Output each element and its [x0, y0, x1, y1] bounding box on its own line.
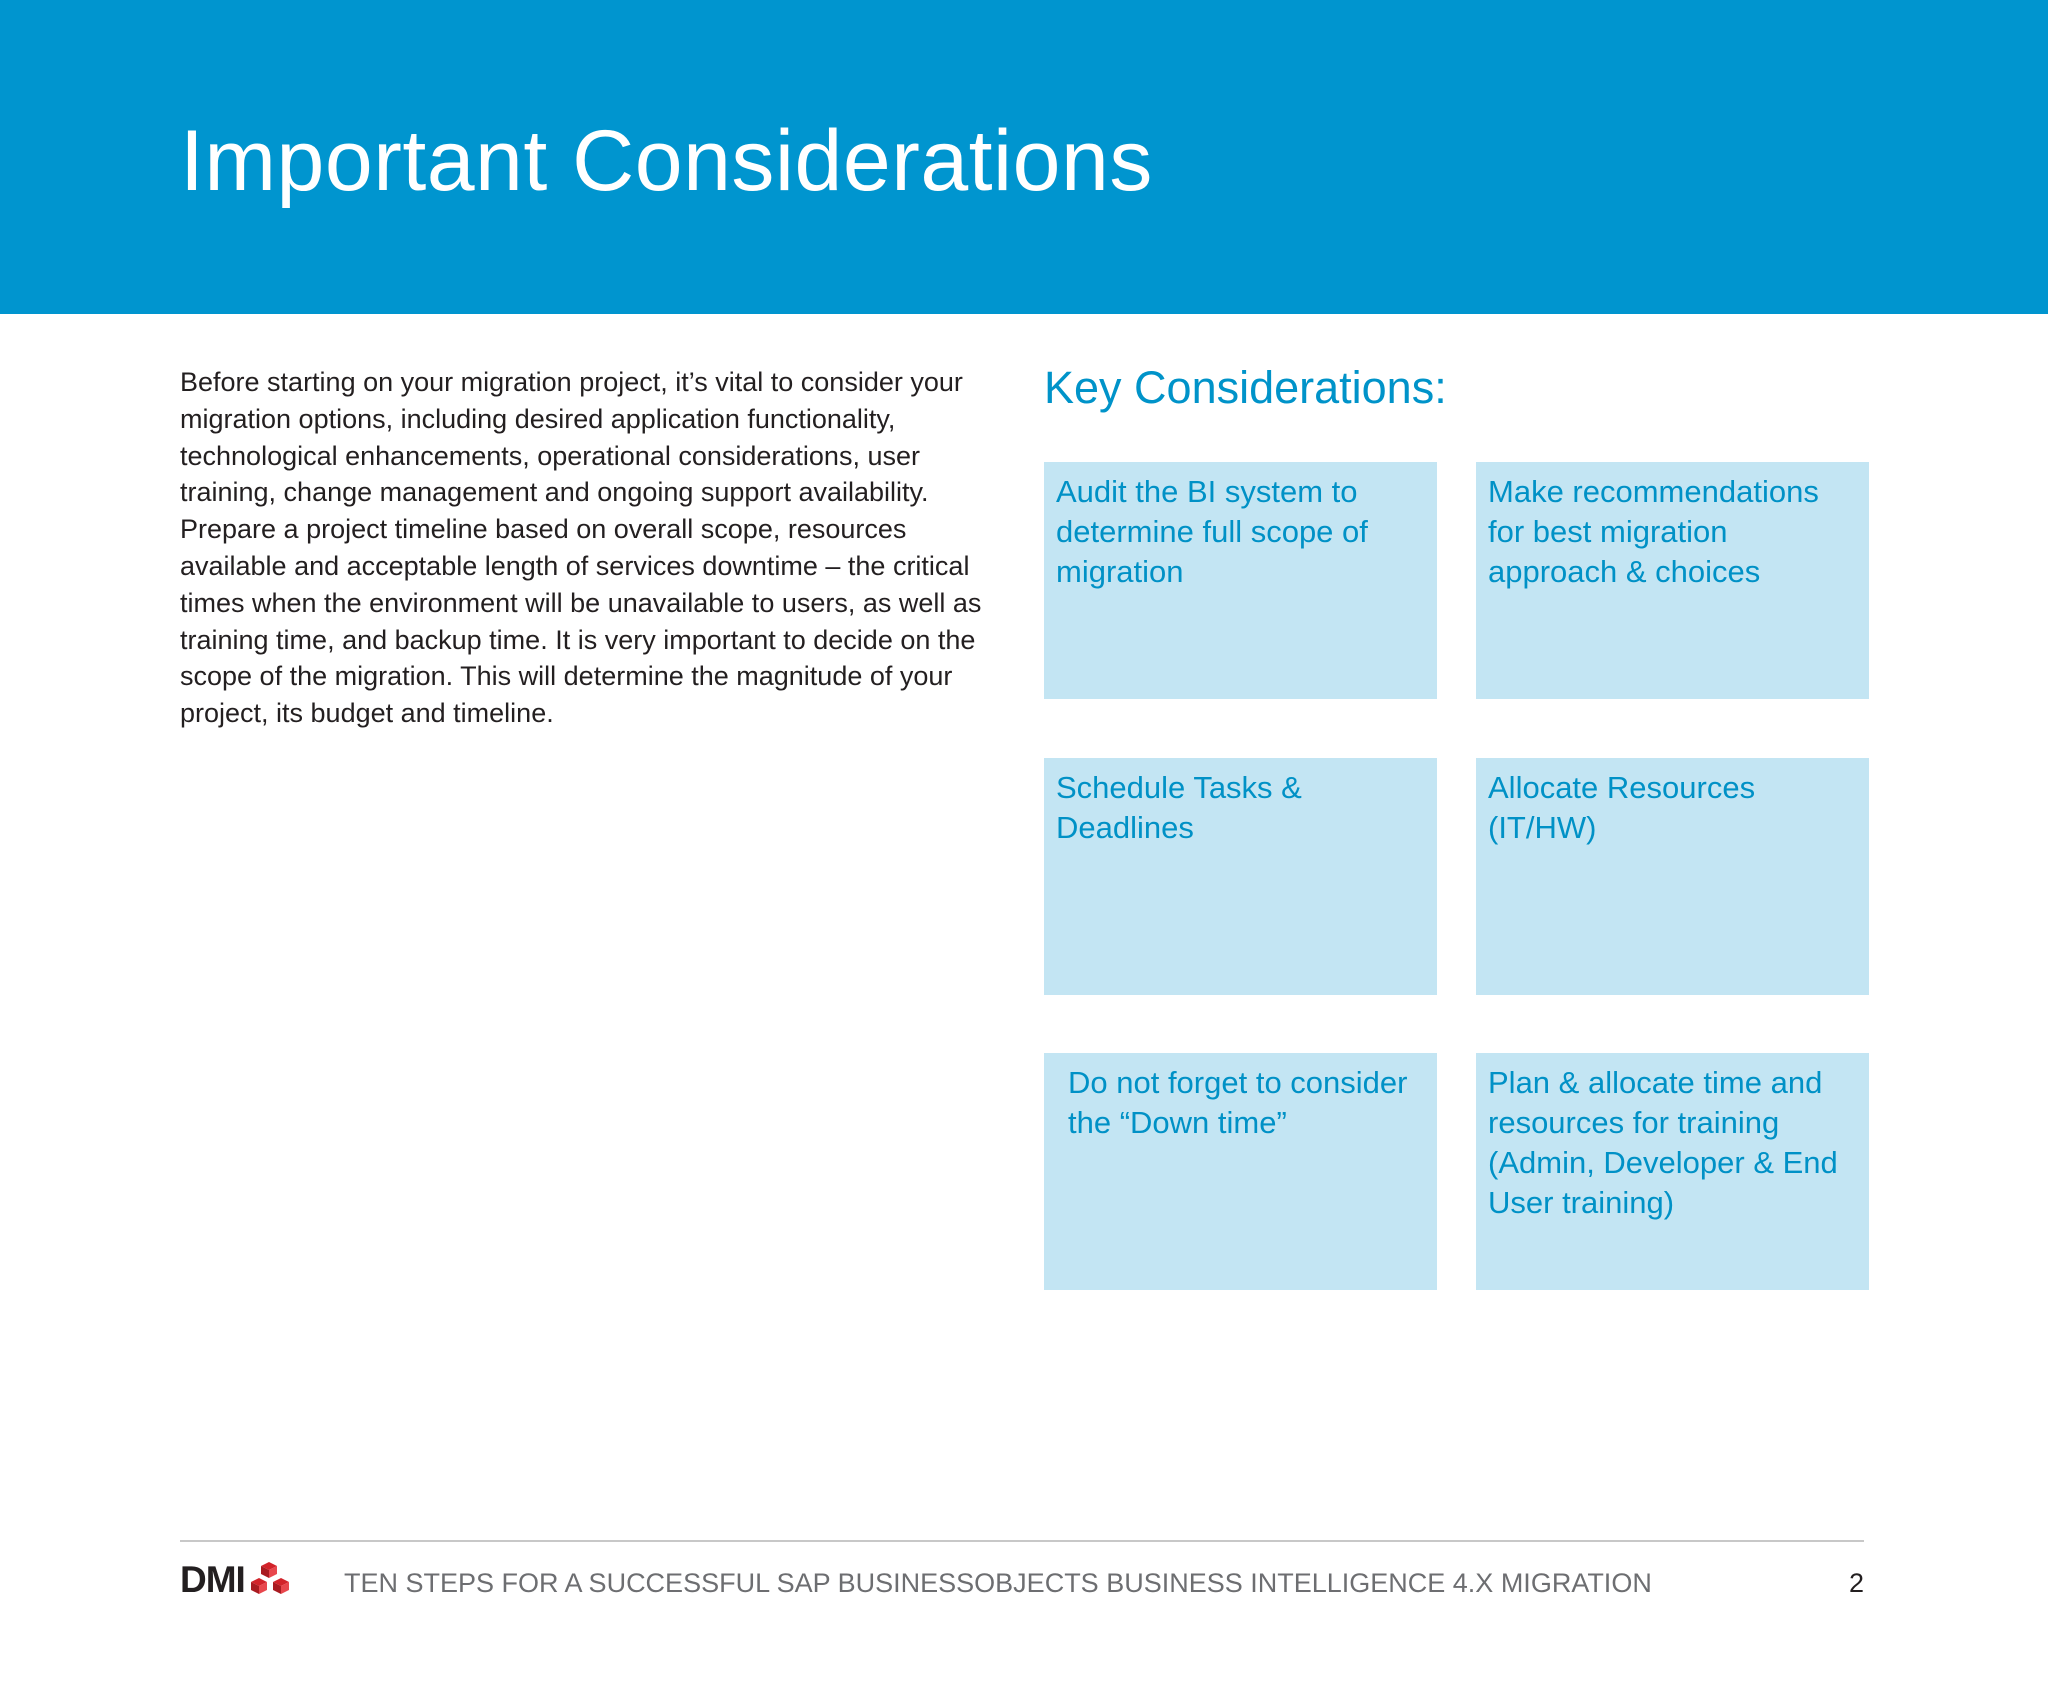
consideration-text: Schedule Tasks & Deadlines [1056, 770, 1302, 845]
consideration-text: Do not forget to consider the “Down time” [1068, 1065, 1408, 1140]
page-number: 2 [1848, 1568, 1864, 1598]
consideration-card-schedule [1044, 758, 1437, 995]
header-band [0, 0, 2048, 314]
consideration-text: Make recommendations for best migration approach & choices [1488, 474, 1819, 589]
consideration-card-audit [1044, 462, 1437, 699]
consideration-text: Plan & allocate time and resources for training (Admin, Developer & End User training) [1488, 1065, 1838, 1220]
intro-paragraph: Before starting on your migration project, it’s vital to consider your migration options, including desired application functionality, technological enhancements, operational considerations, user training, change management and ongoing support availability. Prepare a project timeline based on overall scope, resources available and acceptable length of services downtime – the critical times when the environment will be unavailable to users, as well as training time, and backup time. It is very important to decide on the scope of the migration. This will determine the magnitude of your project, its budget and timeline. [180, 367, 982, 729]
consideration-text: Allocate Resources (IT/HW) [1488, 770, 1756, 845]
page-title: Important Considerations [180, 113, 1153, 209]
dmi-logo [180, 1558, 291, 1602]
consideration-card-downtime [1044, 1053, 1437, 1290]
footer-divider [180, 1540, 1864, 1542]
logo-cubes-icon [251, 1560, 291, 1600]
footer-document-title: TEN STEPS FOR A SUCCESSFUL SAP BUSINESSOBJECTS BUSINESS INTELLIGENCE 4.X MIGRATION [344, 1568, 1652, 1598]
consideration-card-recommendations [1476, 462, 1869, 699]
consideration-card-resources [1476, 758, 1869, 995]
consideration-card-training [1476, 1053, 1869, 1290]
consideration-text: Audit the BI system to determine full scope of migration [1056, 474, 1368, 589]
key-considerations-heading: Key Considerations: [1044, 362, 1447, 413]
logo-text: DMI [180, 1559, 245, 1600]
